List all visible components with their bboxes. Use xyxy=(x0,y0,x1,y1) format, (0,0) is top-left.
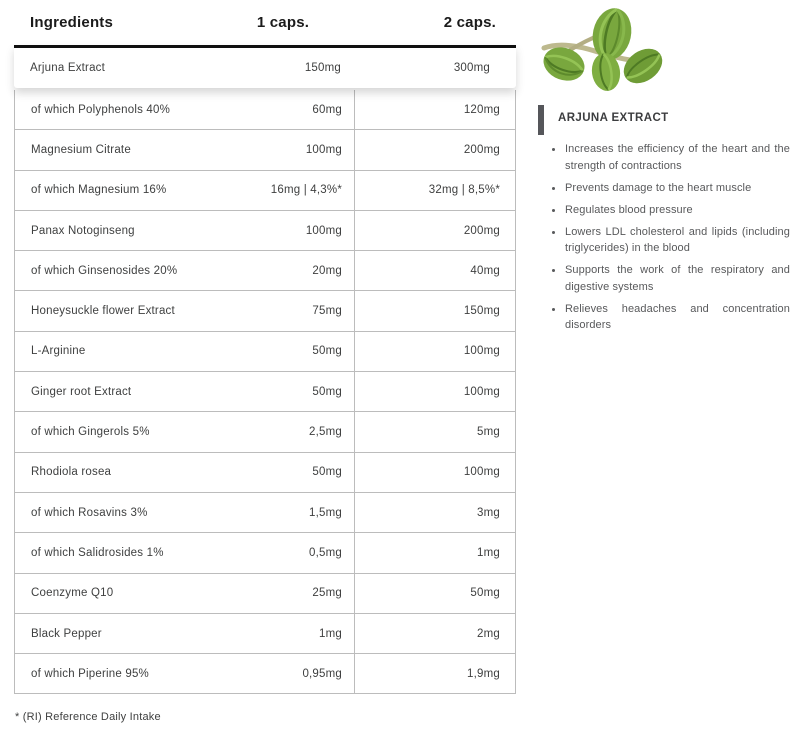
ingredient-name: Magnesium Citrate xyxy=(31,143,131,156)
two-caps-value: 2mg xyxy=(477,627,500,640)
one-caps-value: 100mg xyxy=(221,211,355,250)
bullet-icon xyxy=(552,209,555,212)
two-caps-value: 150mg xyxy=(463,305,500,318)
table-row xyxy=(15,130,515,170)
one-caps-value: 1,5mg xyxy=(221,493,355,532)
one-caps-value: 50mg xyxy=(221,332,355,371)
table-row xyxy=(15,493,515,533)
list-item-text: Regulates blood pressure xyxy=(565,203,693,216)
list-item-text: Increases the efficiency of the heart and the strength of contractions xyxy=(565,143,790,172)
ingredient-name: Black Pepper xyxy=(31,627,102,640)
list-item xyxy=(552,262,790,295)
list-item xyxy=(552,301,790,334)
table-row xyxy=(15,291,515,331)
table-row xyxy=(15,654,515,694)
one-caps-value: 1mg xyxy=(221,614,355,653)
two-caps-value: 200mg xyxy=(463,143,500,156)
table-row xyxy=(15,90,515,130)
two-caps-value: 300mg xyxy=(453,62,490,74)
ingredients-table xyxy=(14,0,516,694)
table-header-row xyxy=(14,0,516,45)
one-caps-value: 25mg xyxy=(221,574,355,613)
list-item-text: Prevents damage to the heart muscle xyxy=(565,181,752,194)
one-caps-value: 150mg xyxy=(304,62,341,74)
highlighted-row-arjuna-extract xyxy=(14,45,516,88)
header-one-caps: 1 caps. xyxy=(256,14,310,31)
two-caps-value: 32mg | 8,5%* xyxy=(428,184,500,197)
ingredient-name: of which Salidrosides 1% xyxy=(31,546,164,559)
table-row xyxy=(15,574,515,614)
ingredient-name: of which Rosavins 3% xyxy=(31,506,148,519)
table-row xyxy=(15,614,515,654)
one-caps-value: 50mg xyxy=(221,453,355,492)
heading-accent-bar xyxy=(538,105,544,135)
table-row xyxy=(15,171,515,211)
one-caps-value: 0,5mg xyxy=(221,533,355,572)
ingredient-name: Honeysuckle flower Extract xyxy=(31,305,175,318)
list-item xyxy=(552,224,790,257)
two-caps-value: 5mg xyxy=(477,426,500,439)
two-caps-value: 40mg xyxy=(470,264,500,277)
table-row xyxy=(15,251,515,291)
two-caps-value: 100mg xyxy=(463,385,500,398)
table-row xyxy=(15,372,515,412)
two-caps-value: 100mg xyxy=(463,345,500,358)
one-caps-value: 16mg | 4,3%* xyxy=(221,171,355,210)
two-caps-value: 100mg xyxy=(463,466,500,479)
header-ingredients: Ingredients xyxy=(30,14,114,31)
ingredient-name: of which Ginsenosides 20% xyxy=(31,264,178,277)
ingredient-name: of which Magnesium 16% xyxy=(31,184,167,197)
bullet-icon xyxy=(552,231,555,234)
one-caps-value: 60mg xyxy=(221,90,355,129)
arjuna-leaves-image xyxy=(540,4,666,102)
ingredient-name: of which Gingerols 5% xyxy=(31,426,150,439)
two-caps-value: 1,9mg xyxy=(467,667,500,680)
list-item-text: Supports the work of the respiratory and digestive systems xyxy=(565,264,790,293)
ingredient-name: Panax Notoginseng xyxy=(31,224,135,237)
one-caps-value: 100mg xyxy=(221,130,355,169)
reference-daily-intake-note: * (RI) Reference Daily Intake xyxy=(15,711,161,723)
ingredient-name: L-Arginine xyxy=(31,345,86,358)
ingredient-name: Ginger root Extract xyxy=(31,385,132,398)
list-item xyxy=(552,180,790,197)
one-caps-value: 20mg xyxy=(221,251,355,290)
table-row xyxy=(15,453,515,493)
two-caps-value: 1mg xyxy=(477,546,500,559)
list-item-text: Lowers LDL cholesterol and lipids (including triglycerides) in the blood xyxy=(565,225,790,254)
bullet-icon xyxy=(552,148,555,151)
two-caps-value: 200mg xyxy=(463,224,500,237)
table-row xyxy=(15,332,515,372)
bullet-icon xyxy=(552,187,555,190)
bullet-icon xyxy=(552,269,555,272)
ingredient-name: Coenzyme Q10 xyxy=(31,587,114,600)
bullet-icon xyxy=(552,308,555,311)
one-caps-value: 50mg xyxy=(221,372,355,411)
one-caps-value: 0,95mg xyxy=(221,654,355,693)
two-caps-value: 3mg xyxy=(477,506,500,519)
ingredient-name: Rhodiola rosea xyxy=(31,466,112,479)
table-row xyxy=(15,412,515,452)
benefits-list xyxy=(552,141,790,339)
panel-title: ARJUNA EXTRACT xyxy=(558,112,669,124)
header-two-caps: 2 caps. xyxy=(443,14,496,31)
ingredient-name: of which Piperine 95% xyxy=(31,667,149,680)
list-item xyxy=(552,202,790,219)
table-row xyxy=(15,533,515,573)
panel-heading xyxy=(538,105,669,135)
table-body xyxy=(14,90,516,694)
ingredient-name: of which Polyphenols 40% xyxy=(31,103,171,116)
two-caps-value: 50mg xyxy=(470,587,500,600)
table-row xyxy=(15,211,515,251)
one-caps-value: 2,5mg xyxy=(221,412,355,451)
one-caps-value: 75mg xyxy=(221,291,355,330)
list-item xyxy=(552,141,790,174)
list-item-text: Relieves headaches and concentration disorders xyxy=(565,302,790,331)
two-caps-value: 120mg xyxy=(463,103,500,116)
ingredient-name: Arjuna Extract xyxy=(30,62,106,74)
